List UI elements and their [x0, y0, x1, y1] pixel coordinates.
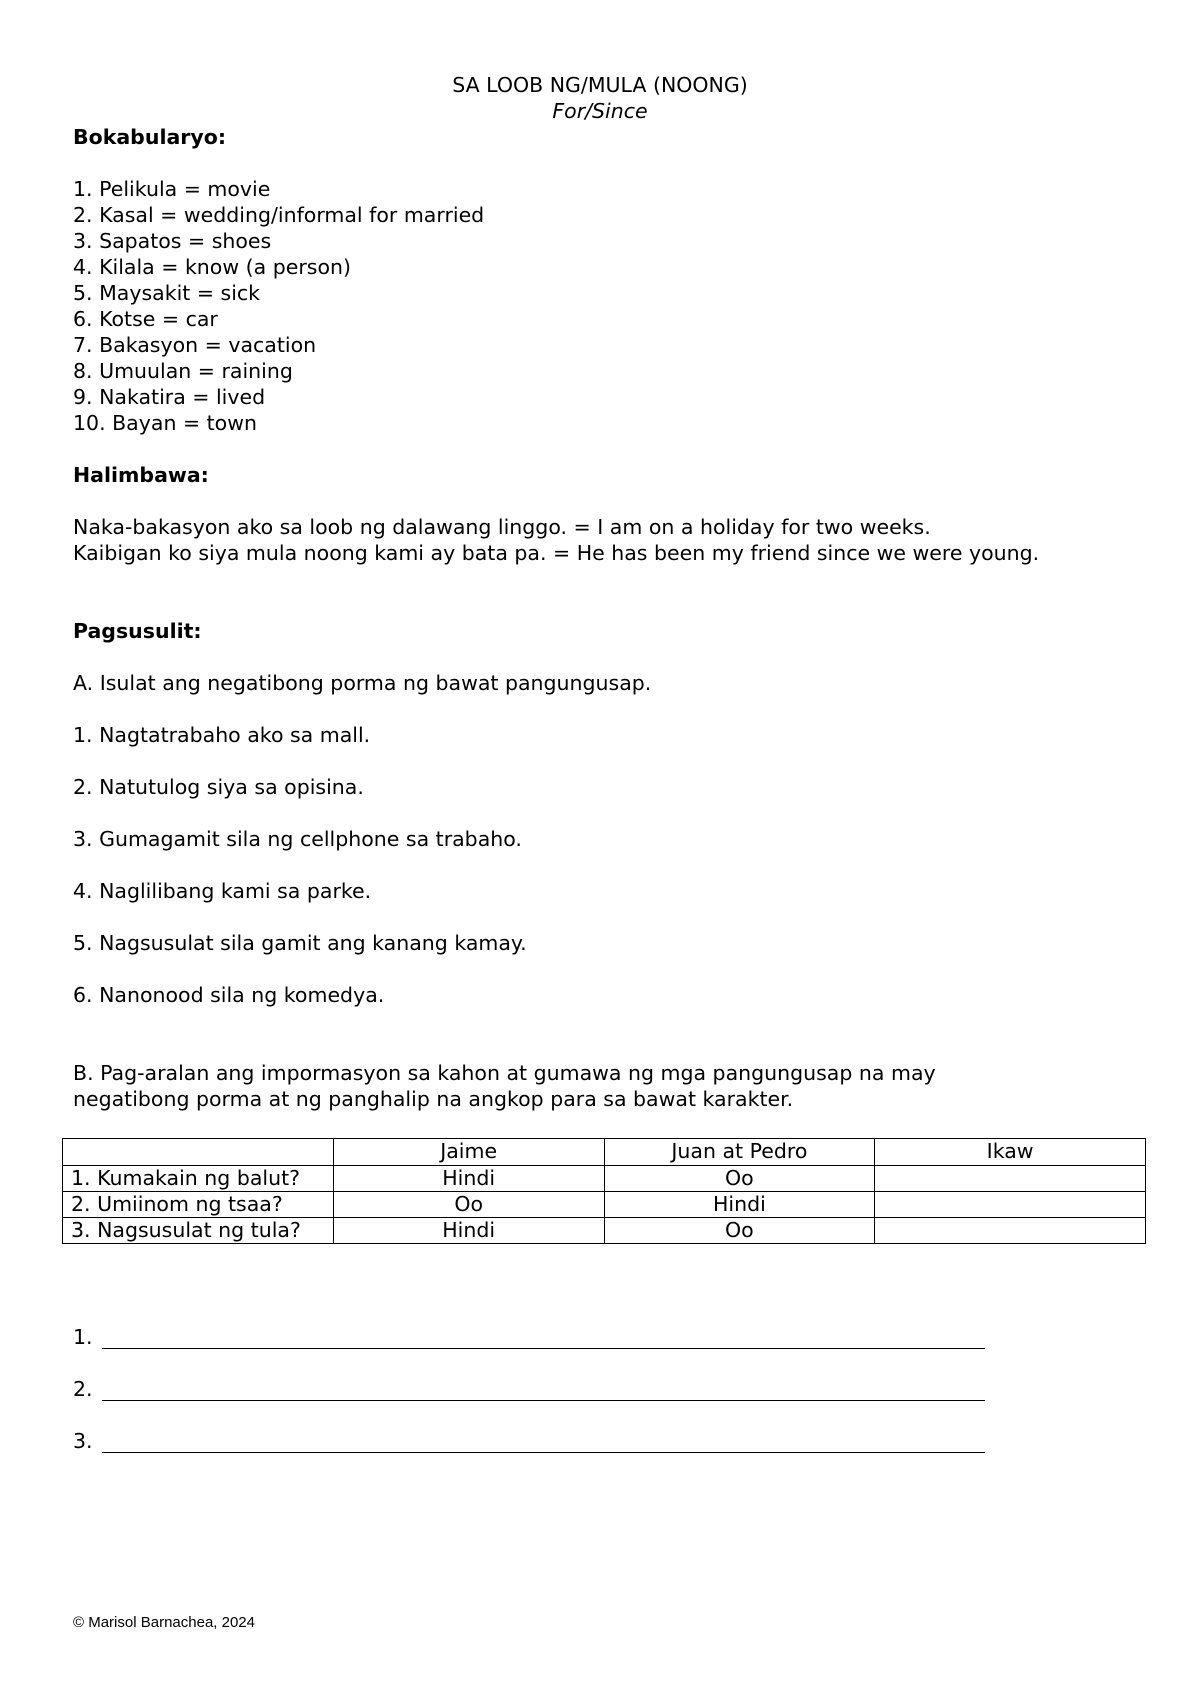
table-header-cell	[63, 1139, 334, 1166]
vocabulary-item: 3. Sapatos = shoes	[73, 229, 272, 253]
table-answer-cell[interactable]	[875, 1166, 1146, 1192]
table-cell: Hindi	[333, 1218, 604, 1244]
answer-line[interactable]	[102, 1400, 985, 1401]
vocabulary-item: 4. Kilala = know (a person)	[73, 255, 351, 279]
table-question-cell: 2. Umiinom ng tsaa?	[63, 1192, 334, 1218]
vocabulary-item: 10. Bayan = town	[73, 411, 257, 435]
vocabulary-item: 1. Pelikula = movie	[73, 177, 271, 201]
vocabulary-item: 8. Umuulan = raining	[73, 359, 293, 383]
part-a-item: 6. Nanonood sila ng komedya.	[73, 983, 385, 1007]
example-sentence: Naka-bakasyon ako sa loob ng dalawang linggo. = I am on a holiday for two weeks.	[73, 515, 931, 539]
answer-label: 2.	[73, 1377, 93, 1401]
table-question-cell: 1. Kumakain ng balut?	[63, 1166, 334, 1192]
part-a-item: 2. Natutulog siya sa opisina.	[73, 775, 364, 799]
part-a-item: 3. Gumagamit sila ng cellphone sa trabaho.	[73, 827, 522, 851]
table-row	[63, 1192, 1146, 1218]
table-cell: Hindi	[604, 1192, 875, 1218]
table-header-cell: Jaime	[333, 1139, 604, 1166]
table-answer-cell[interactable]	[875, 1192, 1146, 1218]
table-cell: Oo	[333, 1192, 604, 1218]
table-answer-cell[interactable]	[875, 1218, 1146, 1244]
exercise-heading: Pagsusulit:	[73, 619, 202, 643]
table-header-cell: Ikaw	[875, 1139, 1146, 1166]
table-row	[63, 1218, 1146, 1244]
part-a-instruction: A. Isulat ang negatibong porma ng bawat pangungusap.	[73, 671, 652, 695]
table-row	[63, 1166, 1146, 1192]
vocabulary-item: 7. Bakasyon = vacation	[73, 333, 317, 357]
answer-line[interactable]	[102, 1348, 985, 1349]
table-cell: Oo	[604, 1218, 875, 1244]
vocabulary-item: 9. Nakatira = lived	[73, 385, 266, 409]
answer-line[interactable]	[102, 1452, 985, 1453]
part-a-item: 5. Nagsusulat sila gamit ang kanang kamay.	[73, 931, 527, 955]
answer-label: 1.	[73, 1325, 93, 1349]
copyright-footer: © Marisol Barnachea, 2024	[73, 1614, 255, 1631]
examples-heading: Halimbawa:	[73, 463, 209, 487]
vocabulary-item: 6. Kotse = car	[73, 307, 218, 331]
information-table	[62, 1138, 1146, 1244]
vocabulary-item: 5. Maysakit = sick	[73, 281, 261, 305]
example-sentence: Kaibigan ko siya mula noong kami ay bata pa. = He has been my friend since we were young.	[73, 541, 1040, 565]
vocabulary-heading: Bokabularyo:	[73, 125, 227, 149]
part-a-item: 1. Nagtatrabaho ako sa mall.	[73, 723, 371, 747]
table-header-row	[63, 1139, 1146, 1166]
table-header-cell: Juan at Pedro	[604, 1139, 875, 1166]
table-cell: Hindi	[333, 1166, 604, 1192]
table-cell: Oo	[604, 1166, 875, 1192]
vocabulary-item: 2. Kasal = wedding/informal for married	[73, 203, 485, 227]
part-a-item: 4. Naglilibang kami sa parke.	[73, 879, 372, 903]
part-b-instruction: negatibong porma at ng panghalip na angkop para sa bawat karakter.	[73, 1087, 794, 1111]
part-b-instruction: B. Pag-aralan ang impormasyon sa kahon at gumawa ng mga pangungusap na may	[73, 1061, 936, 1085]
page-subtitle: For/Since	[552, 99, 648, 123]
table-question-cell: 3. Nagsusulat ng tula?	[63, 1218, 334, 1244]
page-title: SA LOOB NG/MULA (NOONG)	[452, 73, 748, 97]
answer-label: 3.	[73, 1429, 93, 1453]
